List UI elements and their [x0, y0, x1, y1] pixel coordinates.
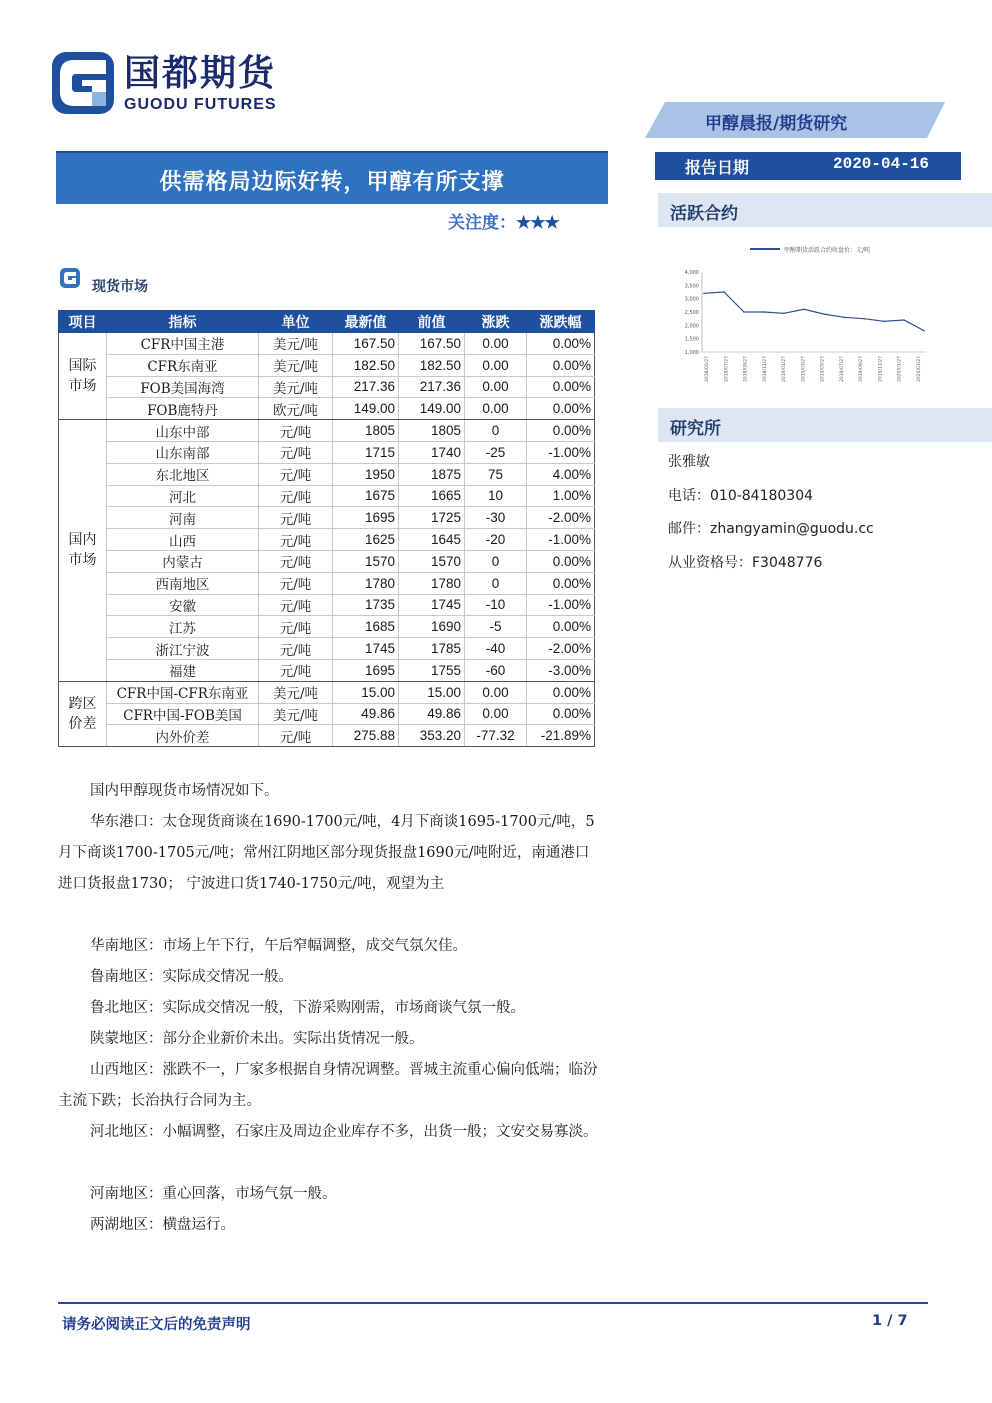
previous-value-cell: 149.00: [399, 398, 465, 420]
table-row: [59, 594, 595, 616]
change-pct-cell: 0.00%: [527, 703, 595, 725]
change-cell: 0.00: [465, 681, 527, 703]
col-header: 单位: [259, 311, 333, 333]
data-point: [863, 318, 865, 320]
category-banner: [645, 102, 945, 138]
disclaimer-link[interactable]: 请务必阅读正文后的免责声明: [62, 1316, 251, 1333]
change-pct-cell: 0.00%: [527, 333, 595, 355]
indicator-cell: 河北: [107, 485, 259, 507]
data-point: [903, 319, 905, 321]
indicator-cell: CFR中国-CFR东南亚: [107, 681, 259, 703]
section-title-spot: 现货市场: [92, 279, 148, 295]
analyst-license: 从业资格号：F3048776: [668, 555, 823, 571]
data-point: [703, 293, 705, 295]
unit-cell: 欧元/吨: [259, 398, 333, 420]
table-header-row: [59, 311, 595, 333]
latest-value-cell: 1950: [333, 463, 399, 485]
change-pct-cell: -1.00%: [527, 594, 595, 616]
paragraph: 华南地区：市场上午下行，午后窄幅调整，成交气氛欠佳。: [90, 938, 467, 954]
unit-cell: 美元/吨: [259, 703, 333, 725]
paragraph: 鲁南地区：实际成交情况一般。: [90, 969, 293, 985]
previous-value-cell: 353.20: [399, 725, 465, 747]
change-pct-cell: -2.00%: [527, 507, 595, 529]
table-row: [59, 550, 595, 572]
previous-value-cell: 15.00: [399, 681, 465, 703]
col-header: 涨跌: [465, 311, 527, 333]
unit-cell: 美元/吨: [259, 376, 333, 398]
paragraph: 河南地区：重心回落，市场气氛一般。: [90, 1186, 337, 1202]
paragraph: 华东港口：太仓现货商谈在1690-1700元/吨，4月下商谈1695-1700元/吨，5月下商谈1700-1705元/吨；常州江阴地区部分现货报盘1690元/吨附近，南通港口进口货报盘1730； 宁波进口货1740-1750元/吨，观望为主: [58, 814, 595, 892]
table-row: [59, 659, 595, 681]
section-bullet-icon: [60, 268, 80, 288]
previous-value-cell: 1690: [399, 616, 465, 638]
paragraph: 河北地区：小幅调整，石家庄及周边企业库存不多，出货一般；文安交易寡淡。: [90, 1124, 598, 1140]
indicator-cell: FOB美国海湾: [107, 376, 259, 398]
logo-en-text: GUODU FUTURES: [124, 96, 277, 113]
indicator-cell: 山西: [107, 529, 259, 551]
unit-cell: 元/吨: [259, 659, 333, 681]
change-cell: -25: [465, 441, 527, 463]
group-cell: 国内 市场: [59, 420, 107, 682]
paragraph: 国内甲醇现货市场情况如下。: [90, 783, 279, 799]
change-cell: 0.00: [465, 333, 527, 355]
col-header: 指标: [107, 311, 259, 333]
change-cell: 75: [465, 463, 527, 485]
indicator-cell: CFR东南亚: [107, 354, 259, 376]
change-pct-cell: 0.00%: [527, 572, 595, 594]
previous-value-cell: 1875: [399, 463, 465, 485]
change-pct-cell: 0.00%: [527, 681, 595, 703]
change-pct-cell: 0.00%: [527, 420, 595, 442]
unit-cell: 美元/吨: [259, 354, 333, 376]
latest-value-cell: 275.88: [333, 725, 399, 747]
change-cell: 0: [465, 572, 527, 594]
indicator-cell: CFR中国-FOB美国: [107, 703, 259, 725]
table-row: [59, 420, 595, 442]
y-tick-label: 1,500: [684, 336, 699, 343]
table-row: [59, 507, 595, 529]
latest-value-cell: 1715: [333, 441, 399, 463]
x-tick-label: 2019/01/27: [782, 356, 788, 382]
report-date-row: [655, 152, 961, 180]
indicator-cell: 西南地区: [107, 572, 259, 594]
previous-value-cell: 167.50: [399, 333, 465, 355]
data-point: [883, 321, 885, 323]
unit-cell: 美元/吨: [259, 333, 333, 355]
unit-cell: 元/吨: [259, 572, 333, 594]
change-cell: -60: [465, 659, 527, 681]
data-point: [923, 330, 925, 332]
data-point: [823, 313, 825, 315]
table-row: [59, 616, 595, 638]
analyst-name: 张雅敏: [668, 454, 710, 470]
indicator-cell: FOB鹿特丹: [107, 398, 259, 420]
previous-value-cell: 1755: [399, 659, 465, 681]
change-cell: -20: [465, 529, 527, 551]
indicator-cell: 内蒙古: [107, 550, 259, 572]
x-tick-label: 2018/11/27: [762, 356, 768, 382]
change-pct-cell: -2.00%: [527, 638, 595, 660]
previous-value-cell: 1805: [399, 420, 465, 442]
change-cell: 0: [465, 550, 527, 572]
change-pct-cell: -21.89%: [527, 725, 595, 747]
y-tick-label: 1,000: [684, 350, 699, 356]
active-contract-chart: [668, 240, 938, 400]
y-tick-label: 4,000: [684, 270, 699, 276]
previous-value-cell: 1745: [399, 594, 465, 616]
research-header: [658, 408, 992, 442]
indicator-cell: 山东中部: [107, 420, 259, 442]
x-tick-label: 2019/07/27: [839, 356, 845, 382]
change-pct-cell: 0.00%: [527, 616, 595, 638]
table-row: [59, 638, 595, 660]
latest-value-cell: 1625: [333, 529, 399, 551]
group-cell: 跨区 价差: [59, 681, 107, 746]
x-tick-label: 2019/03/27: [801, 356, 807, 382]
table-row: [59, 376, 595, 398]
page-number: 1 / 7: [872, 1313, 908, 1329]
x-tick-label: 2020/01/27: [897, 356, 903, 382]
change-pct-cell: -3.00%: [527, 659, 595, 681]
latest-value-cell: 1745: [333, 638, 399, 660]
unit-cell: 元/吨: [259, 485, 333, 507]
page-title: 供需格局边际好转，甲醇有所支撑: [159, 169, 505, 195]
data-point: [803, 309, 805, 311]
company-logo: [52, 52, 292, 122]
latest-value-cell: 1695: [333, 507, 399, 529]
table-row: [59, 529, 595, 551]
data-point: [843, 317, 845, 319]
x-tick-label: 2019/05/27: [820, 356, 826, 382]
logo-cn-text: 国都期货: [124, 53, 277, 94]
y-tick-label: 3,000: [684, 296, 699, 303]
indicator-cell: 内外价差: [107, 725, 259, 747]
change-pct-cell: 4.00%: [527, 463, 595, 485]
active-contract-header: [658, 193, 992, 227]
data-point: [783, 313, 785, 315]
unit-cell: 元/吨: [259, 529, 333, 551]
indicator-cell: 东北地区: [107, 463, 259, 485]
latest-value-cell: 49.86: [333, 703, 399, 725]
change-cell: -10: [465, 594, 527, 616]
x-tick-label: 2018/05/27: [705, 356, 710, 382]
indicator-cell: 浙江宁波: [107, 638, 259, 660]
change-pct-cell: 0.00%: [527, 376, 595, 398]
latest-value-cell: 1685: [333, 616, 399, 638]
latest-value-cell: 149.00: [333, 398, 399, 420]
paragraph: 两湖地区：横盘运行。: [90, 1217, 235, 1233]
y-tick-label: 2,500: [684, 310, 699, 316]
table-row: [59, 333, 595, 355]
y-tick-label: 2,000: [684, 323, 699, 330]
star-rating-icon: ★★★: [516, 213, 559, 233]
category-text: 甲醇晨报/期货研究: [705, 114, 848, 134]
table-row: [59, 354, 595, 376]
x-tick-label: 2018/09/27: [743, 356, 749, 382]
change-cell: 0: [465, 420, 527, 442]
latest-value-cell: 182.50: [333, 354, 399, 376]
change-cell: -5: [465, 616, 527, 638]
data-point: [763, 311, 765, 313]
col-header: 涨跌幅: [527, 311, 595, 333]
report-date-label: 报告日期: [685, 158, 750, 177]
unit-cell: 元/吨: [259, 420, 333, 442]
legend-label: 甲醇期货活跃合约收盘价：元/吨: [784, 247, 871, 254]
unit-cell: 元/吨: [259, 463, 333, 485]
logo-mark-icon: [52, 52, 114, 114]
table-row: [59, 463, 595, 485]
change-pct-cell: -1.00%: [527, 441, 595, 463]
change-cell: 0.00: [465, 703, 527, 725]
indicator-cell: 山东南部: [107, 441, 259, 463]
analyst-phone: 电话：010-84180304: [668, 488, 814, 504]
x-tick-label: 2019/09/27: [859, 356, 865, 382]
change-cell: -40: [465, 638, 527, 660]
table-row: [59, 398, 595, 420]
series-line: [704, 292, 924, 331]
previous-value-cell: 1785: [399, 638, 465, 660]
focus-label: 关注度：: [448, 213, 516, 233]
table-row: [59, 485, 595, 507]
paragraph: 山西地区：涨跌不一，厂家多根据自身情况调整。晋城主流重心偏向低端；临汾主流下跌；长治执行合同为主。: [58, 1062, 598, 1109]
table-row: [59, 703, 595, 725]
latest-value-cell: 15.00: [333, 681, 399, 703]
change-pct-cell: 0.00%: [527, 398, 595, 420]
data-point: [743, 311, 745, 313]
x-tick-label: 2019/11/27: [878, 356, 884, 382]
previous-value-cell: 1570: [399, 550, 465, 572]
analyst-email: 邮件：zhangyamin@guodu.cc: [668, 521, 874, 537]
change-cell: 0.00: [465, 376, 527, 398]
latest-value-cell: 1805: [333, 420, 399, 442]
previous-value-cell: 1665: [399, 485, 465, 507]
previous-value-cell: 182.50: [399, 354, 465, 376]
unit-cell: 元/吨: [259, 594, 333, 616]
paragraph: 陕蒙地区：部分企业新价未出。实际出货情况一般。: [90, 1031, 424, 1047]
previous-value-cell: 217.36: [399, 376, 465, 398]
report-date-value: 2020-04-16: [832, 155, 929, 173]
paragraph: 鲁北地区：实际成交情况一般，下游采购刚需，市场商谈气氛一般。: [90, 1000, 525, 1016]
table-row: [59, 441, 595, 463]
unit-cell: 美元/吨: [259, 681, 333, 703]
latest-value-cell: 1695: [333, 659, 399, 681]
footer-divider: [58, 1302, 928, 1304]
title-bar: [56, 151, 608, 204]
spot-market-table: [58, 310, 595, 747]
change-cell: -30: [465, 507, 527, 529]
unit-cell: 元/吨: [259, 550, 333, 572]
indicator-cell: 福建: [107, 659, 259, 681]
change-cell: 0.00: [465, 354, 527, 376]
x-tick-label: 2018/07/27: [724, 356, 730, 382]
active-contract-label: 活跃合约: [670, 204, 738, 224]
previous-value-cell: 1780: [399, 572, 465, 594]
latest-value-cell: 1675: [333, 485, 399, 507]
col-header: 最新值: [333, 311, 399, 333]
col-header: 前值: [399, 311, 465, 333]
group-cell: 国际 市场: [59, 333, 107, 420]
unit-cell: 元/吨: [259, 638, 333, 660]
change-pct-cell: 0.00%: [527, 354, 595, 376]
y-tick-label: 3,500: [684, 283, 699, 290]
previous-value-cell: 1645: [399, 529, 465, 551]
change-cell: 0.00: [465, 398, 527, 420]
unit-cell: 元/吨: [259, 507, 333, 529]
latest-value-cell: 1735: [333, 594, 399, 616]
research-label: 研究所: [670, 419, 721, 439]
table-row: [59, 725, 595, 747]
unit-cell: 元/吨: [259, 616, 333, 638]
latest-value-cell: 217.36: [333, 376, 399, 398]
indicator-cell: 安徽: [107, 594, 259, 616]
latest-value-cell: 1570: [333, 550, 399, 572]
change-cell: -77.32: [465, 725, 527, 747]
latest-value-cell: 167.50: [333, 333, 399, 355]
indicator-cell: CFR中国主港: [107, 333, 259, 355]
latest-value-cell: 1780: [333, 572, 399, 594]
unit-cell: 元/吨: [259, 441, 333, 463]
indicator-cell: 江苏: [107, 616, 259, 638]
x-tick-label: 2020/03/27: [917, 356, 922, 382]
change-cell: 10: [465, 485, 527, 507]
previous-value-cell: 1725: [399, 507, 465, 529]
unit-cell: 元/吨: [259, 725, 333, 747]
data-point: [723, 291, 725, 293]
indicator-cell: 河南: [107, 507, 259, 529]
table-row: [59, 572, 595, 594]
table-row: [59, 681, 595, 703]
previous-value-cell: 49.86: [399, 703, 465, 725]
col-header: 项目: [59, 311, 107, 333]
change-pct-cell: 1.00%: [527, 485, 595, 507]
change-pct-cell: -1.00%: [527, 529, 595, 551]
previous-value-cell: 1740: [399, 441, 465, 463]
change-pct-cell: 0.00%: [527, 550, 595, 572]
focus-rating: [448, 208, 559, 233]
